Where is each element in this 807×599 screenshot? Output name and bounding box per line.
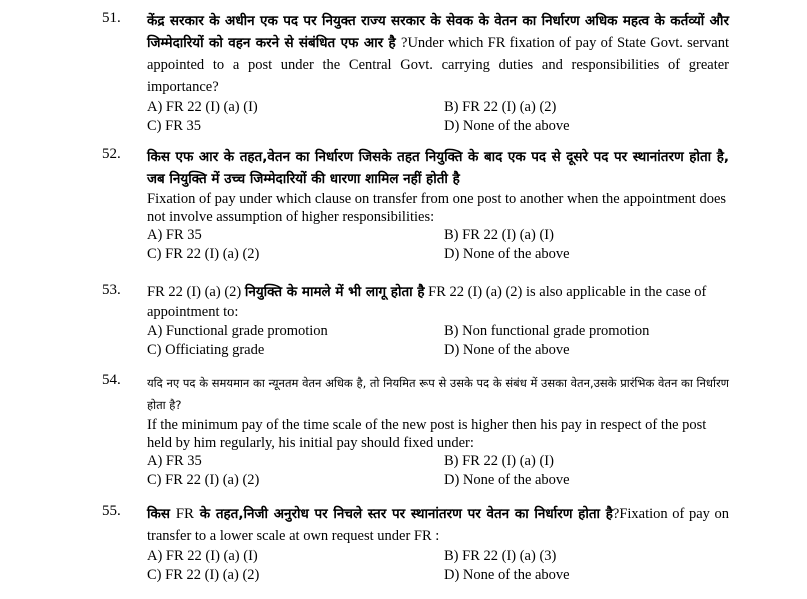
question-text-hindi: किस FR के तहत,निजी अनुरोध पर निचले स्तर पर स्थानांतरण पर वेतन का निर्धारण होता है?Fixation of pay on transfer to a lower scale at own request under FR : — [147, 506, 730, 544]
option-c: C) Officiating grade — [147, 342, 265, 358]
question-text-english: Fixation of pay under which clause on transfer from one post to another when the appointment does not involve assumption of higher responsibilities: — [147, 191, 727, 225]
question-number: 53. — [102, 282, 121, 298]
question-number: 55. — [102, 503, 121, 519]
option-a: A) FR 35 — [147, 227, 202, 243]
option-a: A) FR 22 (I) (a) (I) — [147, 548, 258, 564]
option-b: B) FR 22 (I) (a) (I) — [444, 227, 554, 243]
option-b: B) FR 22 (I) (a) (2) — [444, 99, 557, 115]
option-c: C) FR 22 (I) (a) (2) — [147, 567, 260, 583]
option-b: B) Non functional grade promotion — [444, 323, 650, 339]
options — [147, 452, 729, 490]
options — [147, 226, 729, 264]
question-prefix: FR 22 (I) (a) (2) — [147, 284, 242, 300]
question-text-hindi: यदि नए पद के समयमान का न्यूनतम वेतन अधिक है, तो नियमित रूप से उसके पद के संबंध में उसका वेतन,उसके प्रारंभिक वेतन का निर्धारण होता है? — [147, 376, 729, 412]
option-c: C) FR 22 (I) (a) (2) — [147, 472, 260, 488]
option-d: D) None of the above — [444, 246, 570, 262]
question-number: 52. — [102, 146, 121, 162]
option-a: A) FR 35 — [147, 453, 202, 469]
options — [147, 98, 729, 136]
question-number: 54. — [102, 372, 121, 388]
option-d: D) None of the above — [444, 567, 570, 583]
option-a: A) Functional grade promotion — [147, 323, 328, 339]
option-d: D) None of the above — [444, 472, 570, 488]
question-text-hindi: नियुक्ति के मामले में भी लागू होता है — [244, 284, 425, 300]
question-text-english: ?Under which FR fixation of pay of State Govt. servant appointed to a post under the Central Govt. carrying duties and responsibilities of greater importance? — [147, 35, 730, 95]
options — [147, 322, 729, 360]
question-text-english: ?Fixation of pay on transfer to a lower scale at own request under FR : — [147, 506, 730, 544]
options — [147, 547, 729, 585]
option-c: C) FR 22 (I) (a) (2) — [147, 246, 260, 262]
question-text-english: FR 22 (I) (a) (2) is also applicable in the case of appointment to: — [147, 284, 707, 320]
option-d: D) None of the above — [444, 118, 570, 134]
option-b: B) FR 22 (I) (a) (3) — [444, 548, 557, 564]
question-text-hindi: किस एफ आर के तहत,वेतन का निर्धारण जिसके तहत नियुक्ति के बाद एक पद से दूसरे पद पर स्थानांतरण होता है, जब नियुक्ति में उच्च जिम्मेदारियों की धारणा शामिल नहीं होती है — [147, 149, 729, 187]
option-c: C) FR 35 — [147, 118, 201, 134]
question-number: 51. — [102, 10, 121, 26]
question-text — [147, 282, 729, 322]
question-text-english: If the minimum pay of the time scale of the new post is higher then his pay in respect of the post held by him regularly, his initial pay should fixed under: — [147, 417, 707, 451]
question-text-hindi: केंद्र सरकार के अधीन एक पद पर नियुक्त राज्य सरकार के सेवक के वेतन का निर्धारण अधिक महत्व के कर्तव्यों और जिम्मेदारियों को वहन करने से संबंधित एफ आर है ?Under which FR fixation of pay of State Govt. servant appointed to a post under the Central Govt. carrying duties and responsibilities of greater importance? — [147, 13, 730, 95]
option-b: B) FR 22 (I) (a) (I) — [444, 453, 554, 469]
option-d: D) None of the above — [444, 342, 570, 358]
option-a: A) FR 22 (I) (a) (I) — [147, 99, 258, 115]
